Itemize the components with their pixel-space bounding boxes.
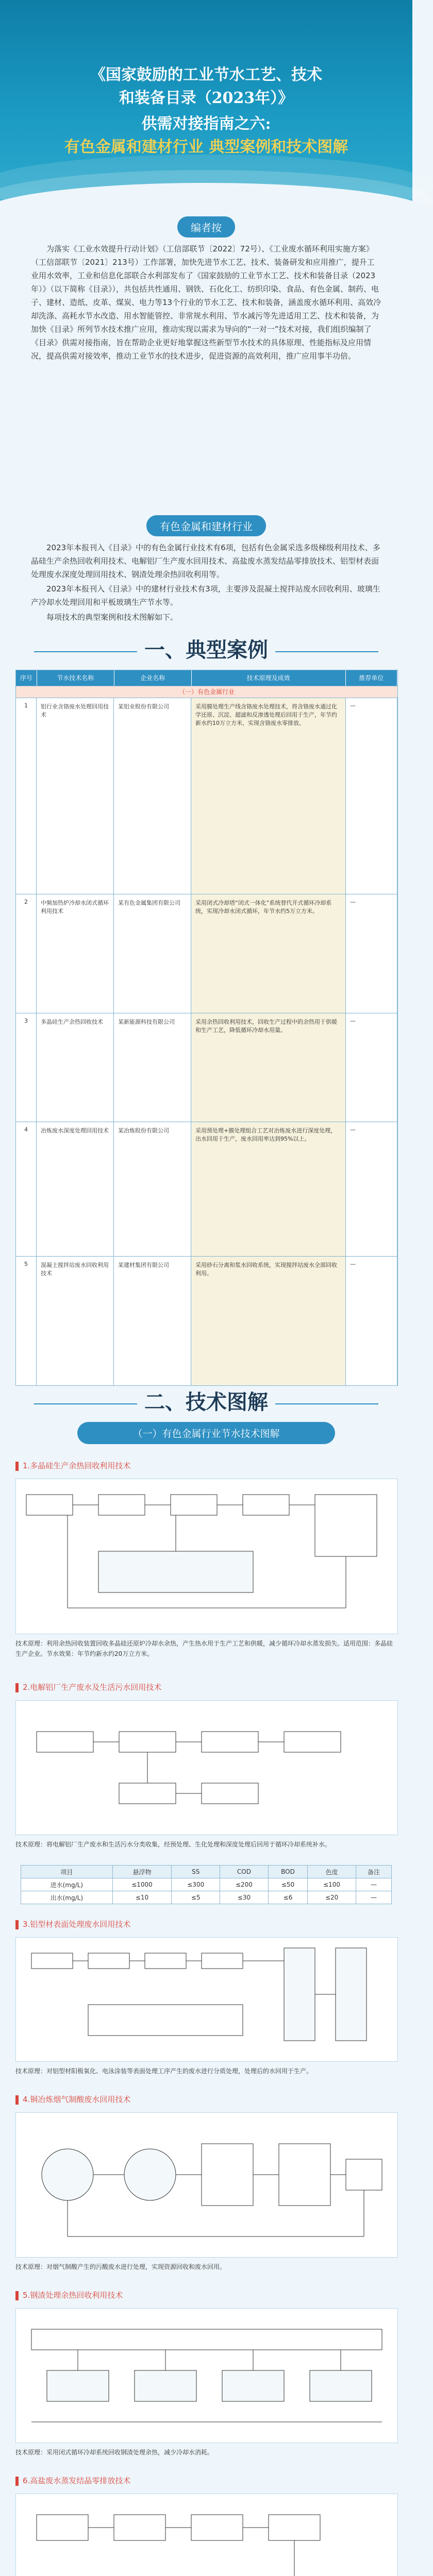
industry-label: 有色金属和建材行业 [146, 515, 266, 536]
process-diagram-4 [15, 2112, 398, 2258]
tech-title-6: 6.高盐废水蒸发结晶零排放技术 [15, 2473, 130, 2488]
tech-title-5: 5.钢渣处理余热回收利用技术 [15, 2287, 123, 2303]
banner-title-line4: 有色金属和建材行业 典型案例和技术图解 [64, 138, 348, 156]
subsection-nonferrous: （一）有色金属行业节水技术图解 [77, 1422, 335, 1444]
water-quality-table: 项目 悬浮物 SS COD BOD 色度 备注 进水(mg/L) ≤1000 ≤300 ≤200 ≤50 ≤100 — 出水(mg/L) ≤10 ≤5 ≤30 ≤6 ≤20 — [21, 1865, 392, 1904]
process-flow-graphic [16, 2494, 397, 2576]
tech-title-1: 1.多晶硅生产余热回收利用技术 [15, 1458, 130, 1473]
process-flow-graphic [16, 1701, 397, 1835]
banner-title-line2: 和装备目录（2023年）》 [119, 89, 294, 107]
process-diagram-2 [15, 1700, 398, 1835]
editor-note-label: 编者按 [177, 216, 235, 238]
tech-desc-3: 技术原理：对铝型材阳极氧化、电泳涂装等表面处理工序产生的废水进行分质处理，处理后的水回用于生产。 [15, 2067, 313, 2075]
banner-title-line1: 《国家鼓励的工业节水工艺、技术 [90, 66, 322, 84]
industry-paragraph-3: 每项技术的典型案例和技术图解如下。 [46, 613, 178, 622]
process-flow-graphic [16, 1938, 397, 2061]
case-table-header: 序号 节水技术名称 企业名称 技术原理及成效 推荐单位 [16, 670, 397, 686]
editor-note-text: 为落实《工业水效提升行动计划》（工信部联节〔2022〕72号）、《工业废水循环利用实施方案》（工信部联节〔2021〕213号）工作部署，加快先进节水工艺、技术、装备研发和应用推广，提升工业用水效率，工业和信息化部联合水利部发布了《国家鼓励的工业节水工艺、技术和装备目录（2023年）》（以下简称《目录》），共包括共性通用、钢铁、石化化工、纺织印染、食品、有色金属、制药、电子、建材、造纸、皮革、煤炭、电力等13个行业的节水工艺、技术和装备，涵盖废水循环利用、高效冷却洗涤、高耗水节水改造、用水智能管控、非常规水利用、节水减污等先进适用工艺、技术和装备，为加快《目录》所列节水技术推广应用，推动实现以需求为导向的“一对一”技术对接，我们组织编制了《目录》供需对接指南，旨在帮助企业更好地掌握这些新型节水技术的具体原理、性能指标及应用情况，提高供需对接效率，推动工业节水的技术进步，促进资源的高效利用，推广应用事半功倍。 [31, 244, 381, 361]
tech-title-2: 2.电解铝厂生产废水及生活污水回用技术 [15, 1680, 161, 1695]
process-diagram-5 [15, 2308, 398, 2443]
case-table-category: （一）有色金属行业 [16, 686, 397, 698]
industry-paragraph-2: 2023年本报刊入《目录》中的建材行业技术有3项，主要涉及混凝土搅拌站废水回收利用、玻璃生产冷却水处理回用和平板玻璃生产节水等。 [31, 584, 380, 607]
table-row: 2 中频加热炉冷却水闭式循环利用技术 某有色金属集团有限公司 采用闭式冷却塔“闭式一体化”系统替代开式循环冷却系统，实现冷却水闭式循环，年节水约5万立方米。 — [16, 894, 397, 1013]
tech-title-4: 4.铜冶炼烟气制酸废水回用技术 [15, 2092, 130, 2107]
table-row: 出水(mg/L) ≤10 ≤5 ≤30 ≤6 ≤20 — [21, 1891, 392, 1904]
case-table [15, 670, 398, 1386]
process-diagram-3 [15, 1937, 398, 2062]
table-row: 4 冶炼废水深度处理回用技术 某冶炼股份有限公司 采用预处理+膜处理组合工艺对冶炼废水进行深度处理，出水回用于生产，废水回用率达到95%以上。 — [16, 1122, 397, 1256]
process-diagram-1 [15, 1479, 398, 1634]
process-diagram-6 [15, 2494, 398, 2576]
table-row: 5 混凝土搅拌站废水回收利用技术 某建材集团有限公司 采用砂石分离和浆水回收系统，实现搅拌站废水全部回收利用。 — [16, 1256, 397, 1385]
tech-desc-1: 技术原理：利用余热回收装置回收多晶硅还原炉冷却水余热，产生热水用于生产工艺和供暖，减少循环冷却水蒸发损失。适用范围：多晶硅生产企业。节水效果：年节约新水约20万立方米。 [15, 1640, 393, 1657]
process-flow-graphic [16, 2113, 397, 2257]
section-heading-diagrams: 二、技术图解 [0, 1386, 412, 1415]
process-flow-graphic [16, 1479, 397, 1634]
tech-desc-2: 技术原理：将电解铝厂生产废水和生活污水分类收集，经预处理、生化处理和深度处理后回用于循环冷却系统补水。 [15, 1841, 331, 1848]
tech-title-3: 3.铝型材表面处理废水回用技术 [15, 1917, 130, 1932]
process-flow-graphic [16, 2309, 397, 2443]
table-row: 1 铝行业含铬废水处理回用技术 某铝业股份有限公司 采用膜处理生产线含铬废水处理技术，将含铬废水通过化学还原、沉淀、超滤和反渗透处理后回用于生产，年节约新水约10万立方米，实现含铬废水零排放。 — [16, 698, 397, 894]
table-row: 进水(mg/L) ≤1000 ≤300 ≤200 ≤50 ≤100 — [21, 1878, 392, 1891]
tech-desc-5: 技术原理：采用闭式循环冷却系统回收钢渣处理余热，减少冷却水消耗。 [15, 2449, 214, 2456]
tech-desc-4: 技术原理：对烟气制酸产生的污酸废水进行处理，实现资源回收和废水回用。 [15, 2263, 226, 2270]
section-heading-cases: 一、典型案例 [0, 634, 412, 663]
banner-title-line3: 供需对接指南之六: [141, 115, 271, 133]
table-row: 3 多晶硅生产余热回收技术 某新能源科技有限公司 采用余热回收利用技术，回收生产过程中的余热用于供暖和生产工艺，降低循环冷却水用量。 — [16, 1013, 397, 1122]
header-banner [0, 0, 412, 206]
industry-paragraph-1: 2023年本报刊入《目录》中的有色金属行业技术有6项，包括有色金属采选多级梯级利用技术、多晶硅生产余热回收利用技术、电解铝厂生产废水回用技术、高盐废水蒸发结晶零排放技术、铝型材表面处理废水深度处理回用技术、钢渣处理余热回收利用等。 [31, 543, 380, 579]
